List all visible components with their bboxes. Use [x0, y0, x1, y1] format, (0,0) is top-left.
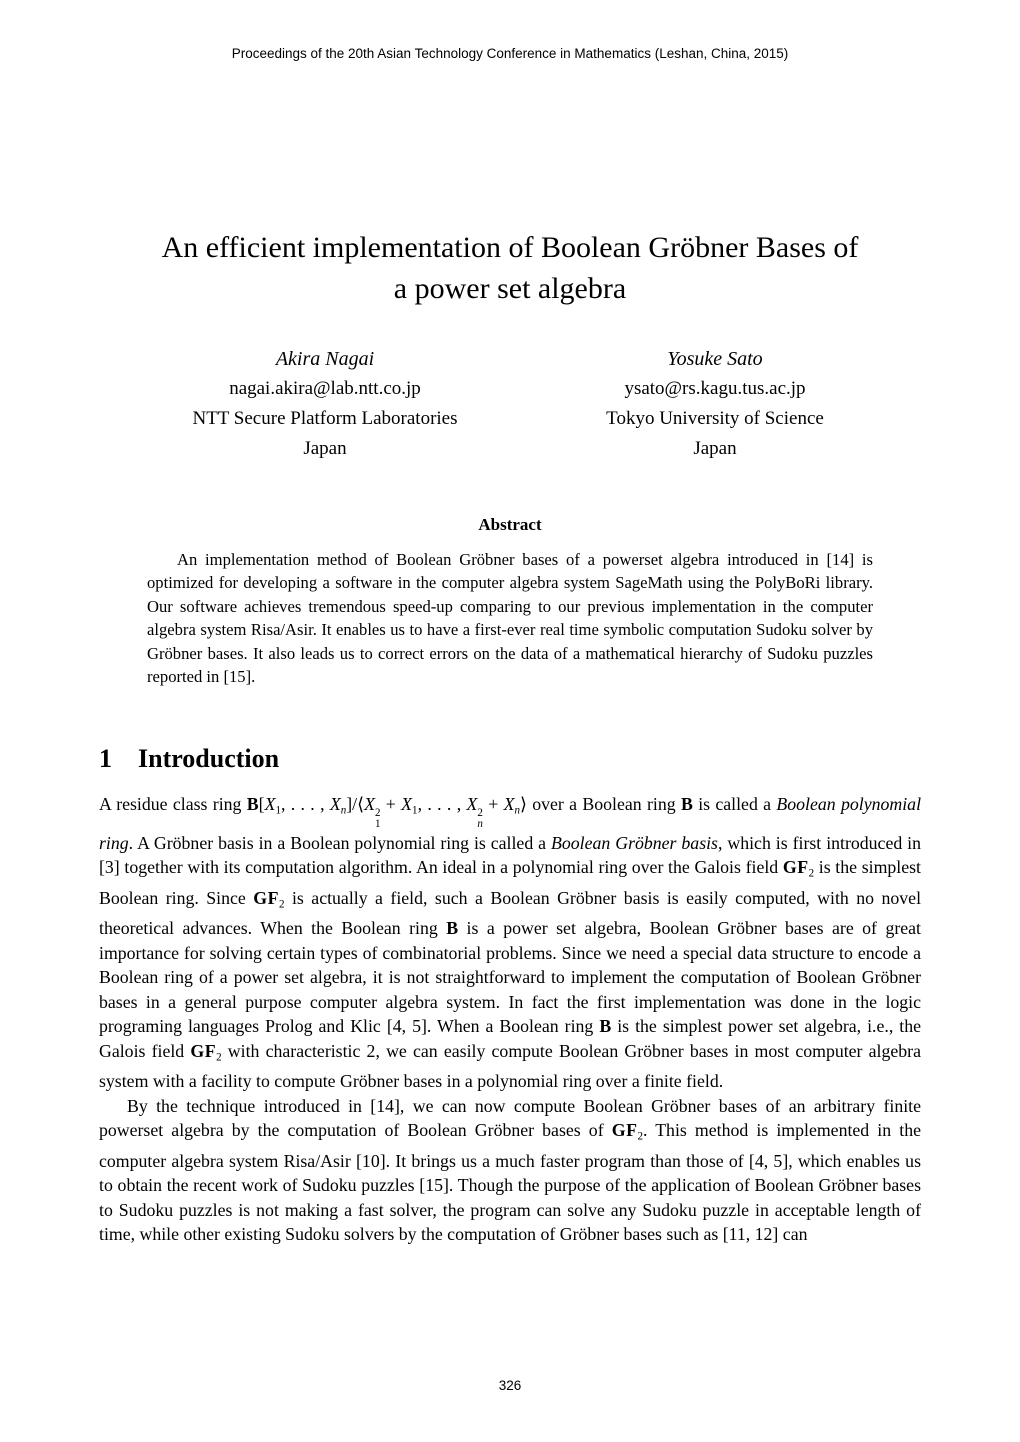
section-1-number: 1: [99, 744, 112, 773]
running-head: Proceedings of the 20th Asian Technology Conference in Mathematics (Leshan, China, 2015): [231, 46, 789, 61]
intro-paragraph-2: By the technique introduced in [14], we can now compute Boolean Gröbner bases of an arbitrary finite powerset algebra by the computation of Boolean Gröbner bases of GF2. This method is implemented in the computer algebra system Risa/Asir [10]. It brings us a much faster program than those of [4, 5], which enables us to obtain the recent work of Sudoku puzzles [15]. Though the purpose of the application of Boolean Gröbner bases to Sudoku puzzles is not making a fast solver, the program can solve any Sudoku puzzle in acceptable length of time, while other existing Sudoku solvers by the computation of Gröbner bases such as [11, 12] can: [99, 1095, 921, 1244]
abstract-body: An implementation method of Boolean Gröbner bases of a powerset algebra introduced in [14] is optimized for developing a software in the computer algebra system SageMath using the PolyBoRi library. Our software achieves tremendous speed-up comparing to our previous implementation in the computer algebra system Risa/Asir. It enables us to have a first-ever real time symbolic computation Sudoku solver by Gröbner bases. It also leads us to correct errors on the data of a mathematical hierarchy of Sudoku puzzles reported in [15].: [147, 550, 873, 687]
intro-paragraph-1: A residue class ring B[X1, . . . , Xn]/⟨X 2 1 + X1, . . . , X 2 n + Xn⟩ over a Boolean ring B is called a Boolean polynomial ring. A Gröbner basis in a Boolean polynomial ring is called a Boolean Gröbner basis, which is first introduced in [3] together with its computation algorithm. An ideal in a polynomial ring over the Galois field GF2 is the simplest Boolean ring. Since GF2 is actually a field, such a Boolean Gröbner basis is easily computed, with no novel theoretical advances. When the Boolean ring B is a power set algebra, Boolean Gröbner bases are of great importance for solving certain types of combinatorial problems. Since we need a special data structure to encode a Boolean ring of a power set algebra, it is not straightforward to implement the computation of Boolean Gröbner bases in a general purpose computer algebra system. In fact the first implementation was done in the logic programing languages Prolog and Klic [4, 5]. When a Boolean ring B is the simplest power set algebra, i.e., the Galois field GF2 with characteristic 2, we can easily compute Boolean Gröbner bases in most computer algebra system with a facility to compute Gröbner bases in a polynomial ring over a finite field.: [99, 794, 922, 1092]
abstract-heading: Abstract: [478, 515, 542, 534]
author-1-name: Akira Nagai: [275, 348, 375, 370]
introduction-body: [99, 792, 921, 1246]
author-1-email: nagai.akira@lab.ntt.co.jp: [229, 378, 421, 399]
page-number: 326: [498, 1378, 522, 1393]
section-1-heading: [99, 744, 279, 774]
paper-title-line2: a power set algebra: [393, 272, 627, 305]
abstract-section: [147, 515, 873, 688]
author-1-affiliation: NTT Secure Platform Laboratories: [192, 408, 458, 429]
author-1: [130, 344, 520, 464]
author-2-affiliation: Tokyo University of Science: [606, 408, 824, 429]
paper-title: [50, 227, 970, 309]
section-1-title: Introduction: [138, 744, 280, 773]
author-2: [520, 344, 910, 464]
author-2-name: Yosuke Sato: [667, 348, 763, 370]
author-1-country: Japan: [303, 438, 347, 459]
author-2-email: ysato@rs.kagu.tus.ac.jp: [624, 378, 806, 399]
author-2-country: Japan: [693, 438, 737, 459]
paper-title-line1: An efficient implementation of Boolean Gröbner Bases of: [161, 231, 859, 264]
author-block: [130, 344, 910, 464]
